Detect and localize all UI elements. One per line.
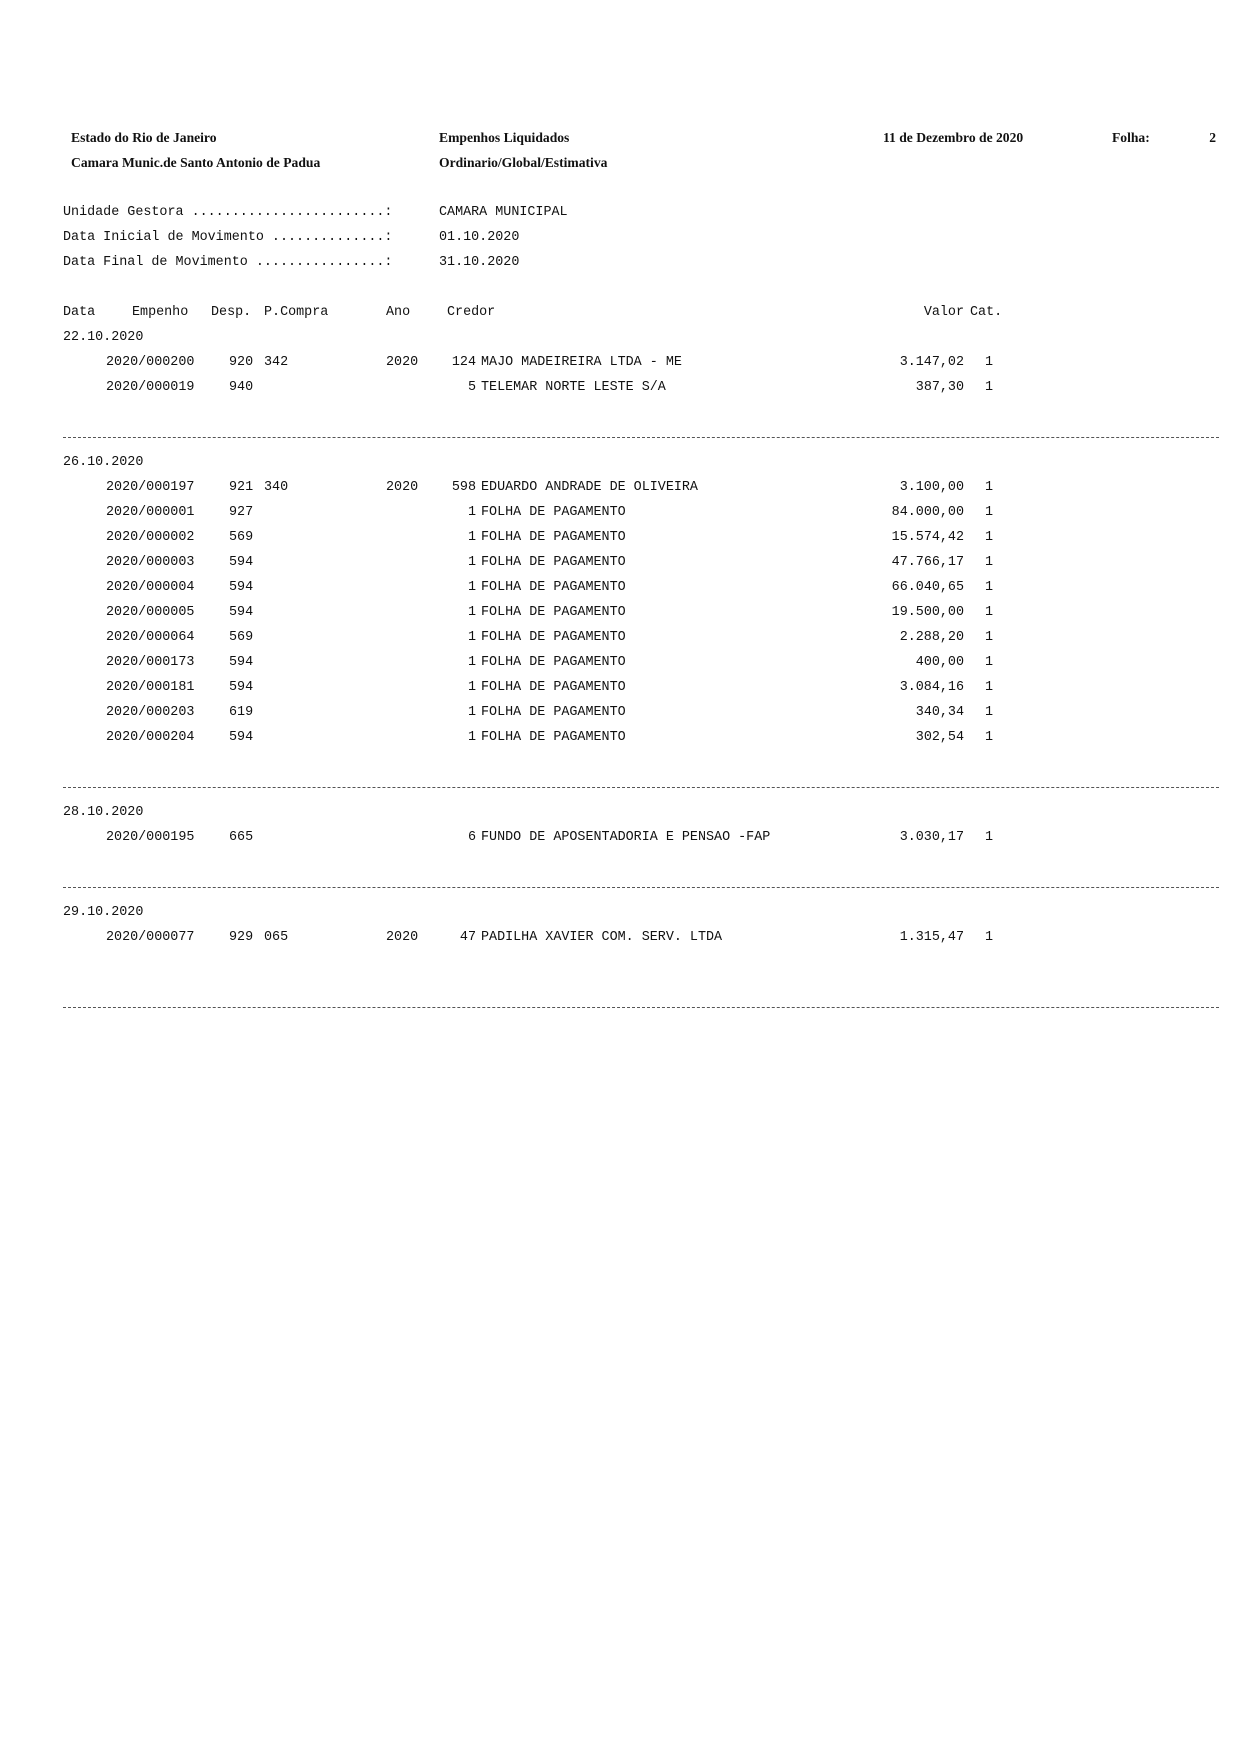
cell-empenho: 2020/000197: [106, 480, 195, 495]
table-row: [0, 530, 1240, 545]
cell-desp: 594: [229, 555, 254, 570]
cell-empenho: 2020/000173: [106, 655, 195, 670]
group-date: 29.10.2020: [63, 905, 144, 920]
cell-desp: 594: [229, 605, 254, 620]
cell-cod-credor: 1: [467, 630, 476, 645]
param-value-data-final: 31.10.2020: [439, 255, 520, 270]
cell-cod-credor: 598: [451, 480, 476, 495]
cell-ano: 2020: [386, 480, 419, 495]
cell-desp: 594: [229, 655, 254, 670]
table-row: [0, 730, 1240, 745]
col-header-cat: Cat.: [970, 305, 1003, 320]
col-header-ano: Ano: [386, 305, 411, 320]
cell-valor: 340,34: [915, 705, 964, 720]
cell-credor: PADILHA XAVIER COM. SERV. LTDA: [481, 930, 723, 945]
col-header-desp: Desp.: [211, 305, 252, 320]
cell-credor: FUNDO DE APOSENTADORIA E PENSAO -FAP: [481, 830, 771, 845]
cell-cod-credor: 1: [467, 505, 476, 520]
cell-credor: TELEMAR NORTE LESTE S/A: [481, 380, 666, 395]
cell-valor: 400,00: [915, 655, 964, 670]
cell-empenho: 2020/000003: [106, 555, 195, 570]
cell-cod-credor: 1: [467, 605, 476, 620]
institution-name: Camara Munic.de Santo Antonio de Padua: [71, 155, 321, 170]
separator-line: [63, 437, 1219, 438]
sheet-label: Folha:: [1112, 130, 1150, 145]
cell-pcompra: 340: [264, 480, 289, 495]
cell-empenho: 2020/000001: [106, 505, 195, 520]
report-subtitle: Ordinario/Global/Estimativa: [439, 155, 608, 170]
table-row: [0, 655, 1240, 670]
cell-cat: 1: [985, 580, 994, 595]
cell-cod-credor: 6: [467, 830, 476, 845]
cell-desp: 569: [229, 630, 254, 645]
cell-empenho: 2020/000203: [106, 705, 195, 720]
cell-credor: FOLHA DE PAGAMENTO: [481, 555, 626, 570]
cell-credor: FOLHA DE PAGAMENTO: [481, 730, 626, 745]
cell-desp: 927: [229, 505, 254, 520]
group-date: 28.10.2020: [63, 805, 144, 820]
table-row: [0, 505, 1240, 520]
cell-valor: 3.147,02: [899, 355, 964, 370]
table-row: [0, 705, 1240, 720]
table-row: [0, 830, 1240, 845]
cell-desp: 921: [229, 480, 254, 495]
cell-valor: 84.000,00: [891, 505, 964, 520]
cell-cod-credor: 5: [467, 380, 476, 395]
cell-cod-credor: 1: [467, 730, 476, 745]
cell-cat: 1: [985, 830, 994, 845]
col-header-valor: Valor: [923, 305, 964, 320]
cell-cat: 1: [985, 480, 994, 495]
cell-desp: 594: [229, 730, 254, 745]
col-header-pcompra: P.Compra: [264, 305, 329, 320]
cell-desp: 940: [229, 380, 254, 395]
cell-empenho: 2020/000004: [106, 580, 195, 595]
cell-pcompra: 342: [264, 355, 289, 370]
cell-cat: 1: [985, 555, 994, 570]
cell-credor: FOLHA DE PAGAMENTO: [481, 705, 626, 720]
col-header-empenho: Empenho: [132, 305, 189, 320]
cell-valor: 3.100,00: [899, 480, 964, 495]
cell-cod-credor: 47: [459, 930, 476, 945]
cell-desp: 594: [229, 680, 254, 695]
cell-credor: EDUARDO ANDRADE DE OLIVEIRA: [481, 480, 698, 495]
cell-cat: 1: [985, 355, 994, 370]
table-row: [0, 555, 1240, 570]
table-row: [0, 355, 1240, 370]
cell-valor: 47.766,17: [891, 555, 964, 570]
cell-empenho: 2020/000195: [106, 830, 195, 845]
col-header-credor: Credor: [447, 305, 496, 320]
separator-line: [63, 1007, 1219, 1008]
cell-cod-credor: 124: [451, 355, 476, 370]
cell-cat: 1: [985, 380, 994, 395]
cell-ano: 2020: [386, 930, 419, 945]
cell-cat: 1: [985, 655, 994, 670]
col-header-data: Data: [63, 305, 96, 320]
state-name: Estado do Rio de Janeiro: [71, 130, 217, 145]
cell-empenho: 2020/000181: [106, 680, 195, 695]
cell-credor: FOLHA DE PAGAMENTO: [481, 580, 626, 595]
cell-empenho: 2020/000077: [106, 930, 195, 945]
cell-desp: 569: [229, 530, 254, 545]
cell-credor: FOLHA DE PAGAMENTO: [481, 655, 626, 670]
separator-line: [63, 787, 1219, 788]
table-row: [0, 580, 1240, 595]
cell-empenho: 2020/000005: [106, 605, 195, 620]
table-row: [0, 680, 1240, 695]
cell-empenho: 2020/000002: [106, 530, 195, 545]
cell-valor: 66.040,65: [891, 580, 964, 595]
cell-valor: 387,30: [915, 380, 964, 395]
cell-valor: 15.574,42: [891, 530, 964, 545]
cell-desp: 929: [229, 930, 254, 945]
cell-valor: 19.500,00: [891, 605, 964, 620]
table-row: [0, 605, 1240, 620]
table-row: [0, 480, 1240, 495]
cell-desp: 619: [229, 705, 254, 720]
cell-cod-credor: 1: [467, 580, 476, 595]
cell-cod-credor: 1: [467, 680, 476, 695]
table-row: [0, 380, 1240, 395]
param-label-data-inicial: Data Inicial de Movimento ..............:: [63, 230, 393, 245]
table-row: [0, 930, 1240, 945]
cell-cod-credor: 1: [467, 655, 476, 670]
cell-cat: 1: [985, 730, 994, 745]
cell-valor: 302,54: [915, 730, 964, 745]
cell-cat: 1: [985, 705, 994, 720]
cell-cod-credor: 1: [467, 530, 476, 545]
cell-cod-credor: 1: [467, 555, 476, 570]
cell-desp: 665: [229, 830, 254, 845]
cell-empenho: 2020/000200: [106, 355, 195, 370]
sheet-number: 2: [1209, 130, 1216, 145]
cell-empenho: 2020/000204: [106, 730, 195, 745]
cell-cat: 1: [985, 930, 994, 945]
report-title: Empenhos Liquidados: [439, 130, 570, 145]
group-date: 26.10.2020: [63, 455, 144, 470]
cell-credor: FOLHA DE PAGAMENTO: [481, 630, 626, 645]
cell-desp: 594: [229, 580, 254, 595]
cell-valor: 3.084,16: [899, 680, 964, 695]
param-value-unidade: CAMARA MUNICIPAL: [439, 205, 568, 220]
cell-empenho: 2020/000019: [106, 380, 195, 395]
cell-valor: 1.315,47: [899, 930, 964, 945]
separator-line: [63, 887, 1219, 888]
cell-empenho: 2020/000064: [106, 630, 195, 645]
table-row: [0, 630, 1240, 645]
cell-cat: 1: [985, 505, 994, 520]
cell-pcompra: 065: [264, 930, 289, 945]
cell-valor: 3.030,17: [899, 830, 964, 845]
param-label-data-final: Data Final de Movimento ................:: [63, 255, 393, 270]
cell-cod-credor: 1: [467, 705, 476, 720]
cell-cat: 1: [985, 605, 994, 620]
cell-credor: FOLHA DE PAGAMENTO: [481, 530, 626, 545]
cell-cat: 1: [985, 630, 994, 645]
param-label-unidade: Unidade Gestora ........................:: [63, 205, 393, 220]
cell-credor: FOLHA DE PAGAMENTO: [481, 605, 626, 620]
param-value-data-inicial: 01.10.2020: [439, 230, 520, 245]
cell-desp: 920: [229, 355, 254, 370]
cell-credor: FOLHA DE PAGAMENTO: [481, 505, 626, 520]
cell-cat: 1: [985, 680, 994, 695]
cell-credor: MAJO MADEIREIRA LTDA - ME: [481, 355, 682, 370]
group-date: 22.10.2020: [63, 330, 144, 345]
cell-credor: FOLHA DE PAGAMENTO: [481, 680, 626, 695]
cell-cat: 1: [985, 530, 994, 545]
report-date: 11 de Dezembro de 2020: [883, 130, 1024, 145]
cell-valor: 2.288,20: [899, 630, 964, 645]
cell-ano: 2020: [386, 355, 419, 370]
